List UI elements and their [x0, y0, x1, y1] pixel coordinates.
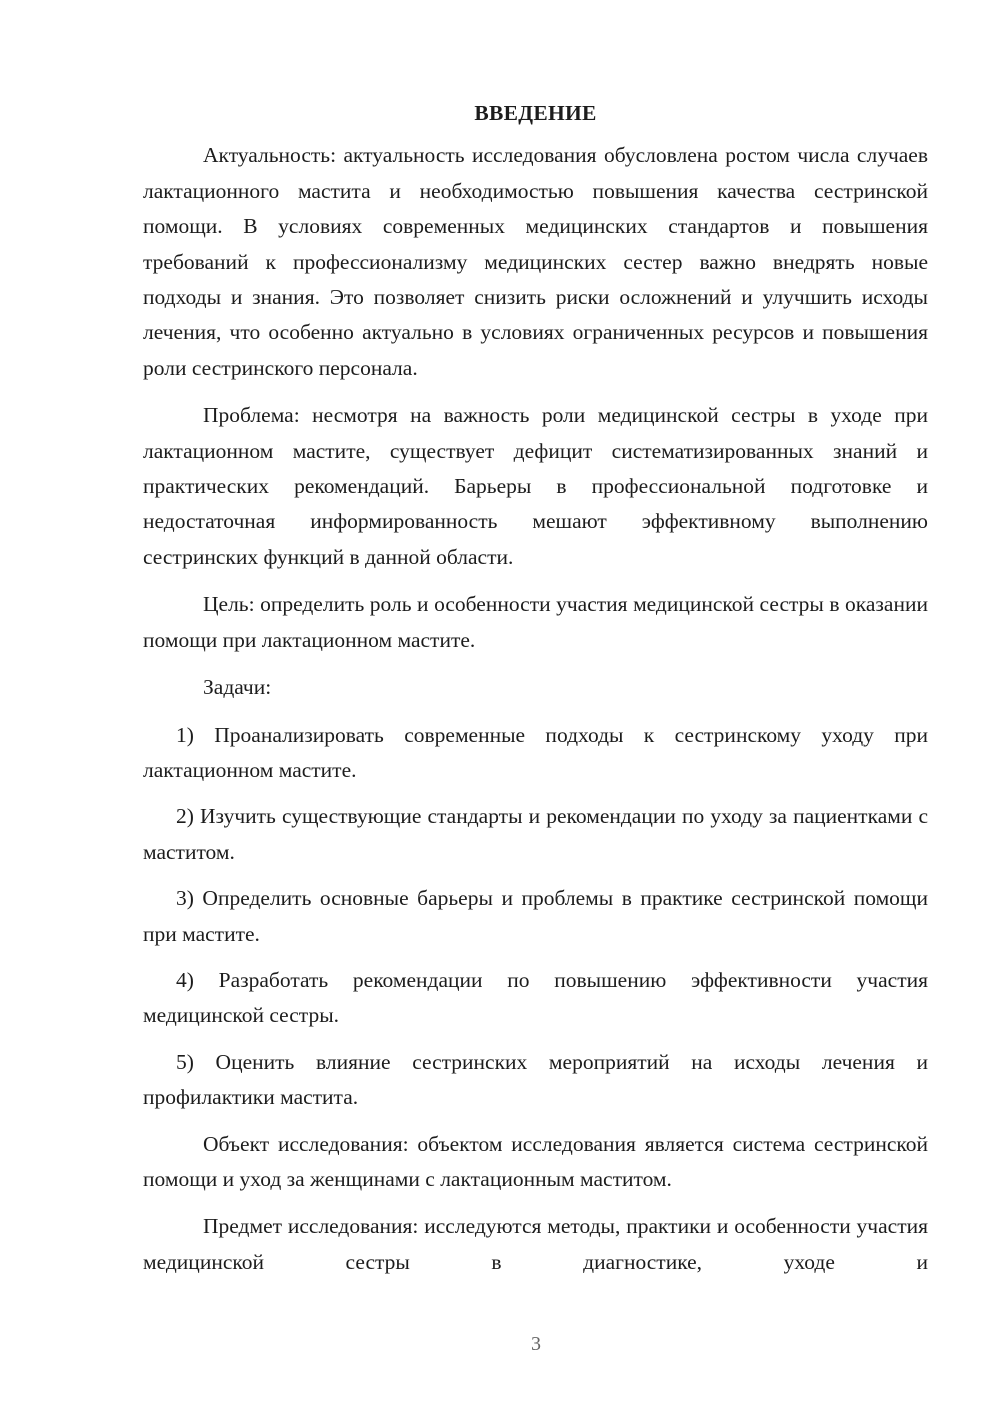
task-item-2: 2) Изучить существующие стандарты и рекомендации по уходу за пациентками с маститом. [143, 804, 928, 864]
task-item-1: 1) Проанализировать современные подходы к сестринскому уходу при лактационном мастите. [143, 722, 928, 782]
task-item-4: 4) Разработать рекомендации по повышению эффективности участия медицинской сестры. [143, 967, 928, 1028]
page-number: 3 [531, 1333, 541, 1355]
subject-paragraph: Предмет исследования: исследуются методы, практики и особенности участия медицинской сестры в диагностике, уходе и [143, 1214, 928, 1274]
task-item-5: 5) Оценить влияние сестринских мероприятий на исходы лечения и профилактики мастита. [143, 1049, 928, 1110]
section-title: ВВЕДЕНИЕ [474, 101, 597, 125]
problem-paragraph: Проблема: несмотря на важность роли медицинской сестры в уходе при лактационном мастите, существует дефицит систематизированных знаний и практических рекомендаций. Барьеры в профессиональной подготовке и недостаточная информированность мешают эффективному выполнению сестринских функций в данной области. [143, 403, 928, 569]
goal-paragraph: Цель: определить роль и особенности участия медицинской сестры в оказании помощи при лактационном мастите. [143, 592, 928, 652]
object-paragraph: Объект исследования: объектом исследования является система сестринской помощи и уход за женщинами с лактационным маститом. [143, 1131, 928, 1191]
document-page [143, 96, 928, 1292]
relevance-paragraph: Актуальность: актуальность исследования обусловлена ростом числа случаев лактационного мастита и необходимостью повышения качества сестринской помощи. В условиях современных медицинских стандартов и повышения требований к профессионализму медицинских сестер важно внедрять новые подходы и знания. Это позволяет снизить риски осложнений и улучшить исходы лечения, что особенно актуально в условиях ограниченных ресурсов и повышения роли сестринского персонала. [143, 143, 928, 380]
task-item-3: 3) Определить основные барьеры и проблемы в практике сестринской помощи при мастите. [143, 886, 928, 946]
tasks-label: Задачи: [203, 675, 272, 700]
